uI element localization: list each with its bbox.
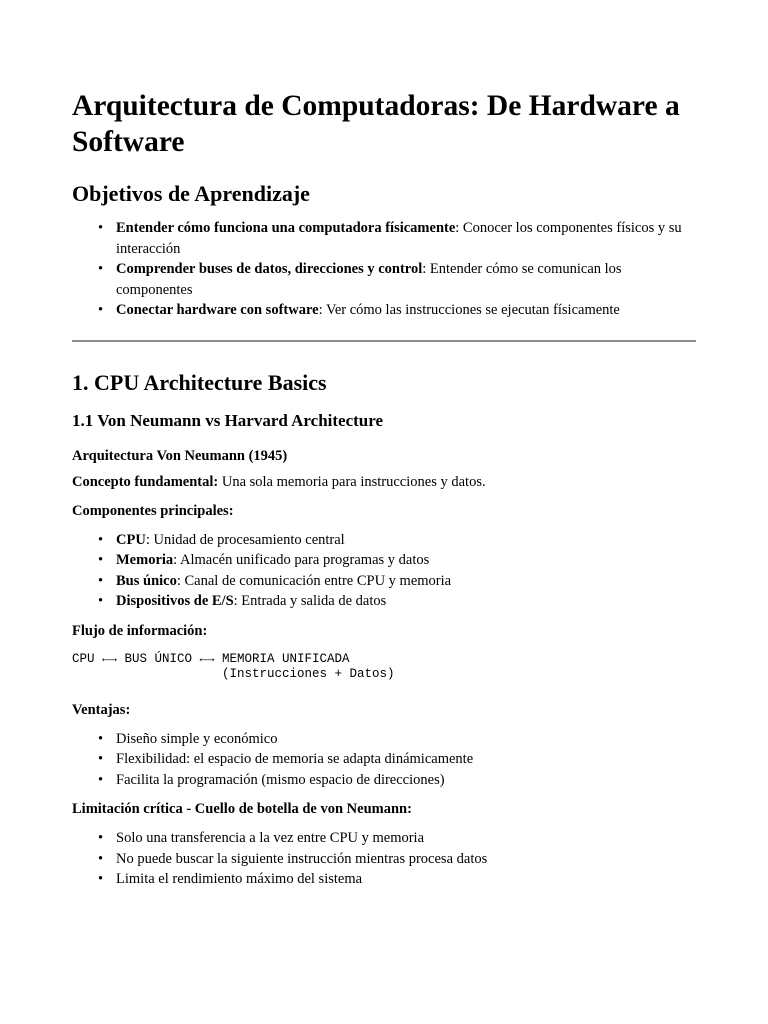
document-title: Arquitectura de Computadoras: De Hardware a Software	[72, 90, 680, 158]
list-item	[116, 218, 696, 259]
advantages-list	[72, 729, 696, 791]
item-text: : Entrada y salida de datos	[233, 593, 387, 609]
list-item	[116, 259, 696, 300]
list-item	[116, 530, 696, 551]
advantages-label	[72, 700, 696, 720]
concept-label: Concepto fundamental:	[72, 473, 219, 490]
item-text: : Ver cómo las instrucciones se ejecutan físicamente	[318, 302, 620, 318]
item-bold: Dispositivos de E/S	[116, 593, 234, 609]
components-list	[72, 530, 696, 612]
limitation-label-text: Limitación crítica - Cuello de botella de von Neumann:	[72, 801, 412, 817]
item-text: : Conocer los componentes físicos y su interacción	[116, 220, 682, 257]
section-heading: 1. CPU Architecture Basics	[72, 369, 327, 395]
item-text: : Unidad de procesamiento central	[145, 531, 345, 548]
advantages-label-text: Ventajas:	[72, 701, 131, 718]
item-bold: Memoria	[116, 552, 174, 568]
item-text: : Almacén unificado para programas y datos	[173, 552, 430, 568]
concept-paragraph	[72, 472, 696, 492]
item-bold: CPU	[116, 531, 146, 548]
item-text: : Canal de comunicación entre CPU y memoria	[176, 572, 452, 589]
item-bold: Conectar hardware con software	[116, 302, 319, 318]
list-item: • No puede buscar la siguiente instrucción mientras procesa datos	[116, 849, 696, 870]
flow-label-text: Flujo de información:	[72, 622, 208, 639]
list-item	[116, 591, 696, 612]
list-item: • Flexibilidad: el espacio de memoria se adapta dinámicamente	[116, 749, 696, 770]
list-item: • Diseño simple y económico	[116, 729, 696, 750]
list-item: • Limita el rendimiento máximo del sistema	[116, 869, 696, 890]
objectives-heading: Objetivos de Aprendizaje	[72, 181, 310, 206]
objectives-list	[72, 218, 696, 321]
limitations-list	[72, 828, 696, 890]
list-item: • Facilita la programación (mismo espacio de direcciones)	[116, 770, 696, 791]
flow-label	[72, 621, 696, 641]
limitation-label	[72, 799, 696, 819]
item-bold: Entender cómo funciona una computadora físicamente	[116, 220, 456, 236]
item-bold: Bus único	[116, 572, 177, 589]
section-divider	[72, 340, 696, 342]
components-label	[72, 501, 696, 521]
list-item	[116, 300, 696, 321]
item-text: : Entender cómo se comunican los componentes	[116, 261, 622, 298]
item-bold: Comprender buses de datos, direcciones y control	[116, 261, 423, 277]
architecture-heading	[72, 446, 696, 466]
list-item	[116, 571, 696, 592]
flow-code-block: CPU ←→ BUS ÚNICO ←→ MEMORIA UNIFICADA (Instrucciones + Datos)	[72, 651, 395, 681]
list-item	[116, 550, 696, 571]
components-label-text: Componentes principales:	[72, 502, 234, 519]
subsection-heading: 1.1 Von Neumann vs Harvard Architecture	[72, 410, 384, 430]
concept-text: Una sola memoria para instrucciones y datos.	[218, 473, 486, 490]
list-item: • Solo una transferencia a la vez entre CPU y memoria	[116, 828, 696, 849]
architecture-heading-text: Arquitectura Von Neumann (1945)	[72, 447, 288, 464]
